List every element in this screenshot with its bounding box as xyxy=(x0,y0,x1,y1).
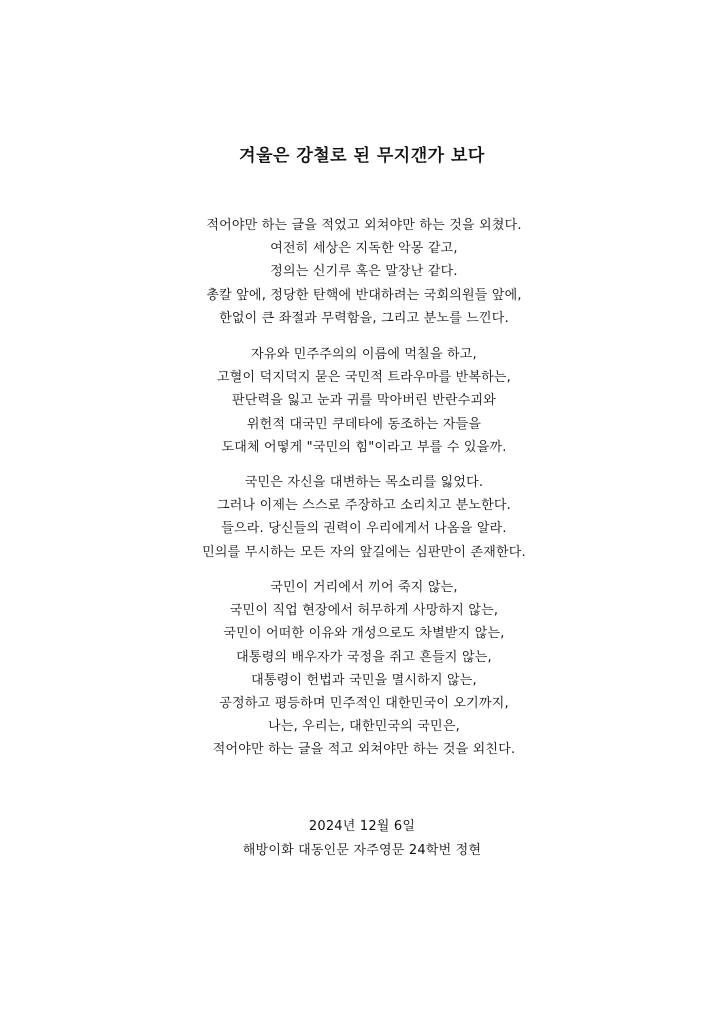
stanza-2 xyxy=(0,343,724,459)
stanza-1 xyxy=(0,214,724,330)
poem-line: 고혈이 덕지덕지 묻은 국민적 트라우마를 반복하는, xyxy=(217,370,511,386)
poem-line: 적어야만 하는 글을 적었고 외쳐야만 하는 것을 외쳤다. xyxy=(206,218,522,233)
poem-line: 정의는 신기루 혹은 말장난 같다. xyxy=(270,264,458,280)
document-title: 겨울은 강철로 된 무지갠가 보다 xyxy=(239,146,485,166)
document-date: 2024년 12월 6일 xyxy=(308,819,416,834)
poem-line: 도대체 어떻게 "국민의 힘"이라고 부를 수 있을까. xyxy=(221,439,507,455)
poem-line: 여전히 세상은 지독한 악몽 같고, xyxy=(270,241,458,257)
poem-line: 민의를 무시하는 모든 자의 앞길에는 심판만이 존재한다. xyxy=(202,544,526,560)
poem-line: 그러나 이제는 스스로 주장하고 소리치고 분노한다. xyxy=(217,498,511,514)
poem-line: 국민은 자신을 대변하는 목소리를 잃었다. xyxy=(244,475,484,490)
poem-line: 총칼 앞에, 정당한 탄핵에 반대하려는 국회의원들 앞에, xyxy=(206,287,522,303)
poem-line: 국민이 어떠한 이유와 개성으로도 차별받지 않는, xyxy=(223,626,505,642)
poem-line: 적어야만 하는 글을 적고 외쳐야만 하는 것을 외친다. xyxy=(212,742,516,758)
poem-line: 판단력을 잃고 눈과 귀를 막아버린 반란수괴와 xyxy=(231,393,497,409)
poem-line: 들으라. 당신들의 권력이 우리에게서 나옴을 알라. xyxy=(221,521,507,537)
document-author: 해방이화 대동인문 자주영문 24학번 정현 xyxy=(242,842,482,858)
stanza-4 xyxy=(0,576,724,762)
poem-line: 국민이 거리에서 끼어 죽지 않는, xyxy=(270,580,458,595)
poem-line: 대통령이 헌법과 국민을 멸시하지 않는, xyxy=(251,672,477,688)
poem-line: 대통령의 배우자가 국정을 쥐고 흔들지 않는, xyxy=(236,649,492,665)
poem-line: 나는, 우리는, 대한민국의 국민은, xyxy=(268,719,460,735)
signature-block xyxy=(0,815,724,862)
poem-line: 공정하고 평등하며 민주적인 대한민국이 오기까지, xyxy=(219,696,509,712)
stanza-3 xyxy=(0,471,724,564)
poem-line: 한없이 큰 좌절과 무력함을, 그리고 분노를 느낀다. xyxy=(219,310,509,326)
poem-line: 자유와 민주주의의 이름에 먹칠을 하고, xyxy=(251,347,477,362)
poem-line: 위헌적 대국민 쿠데타에 동조하는 자들을 xyxy=(246,416,482,432)
poem-line: 국민이 직업 현장에서 허무하게 사망하지 않는, xyxy=(229,603,499,619)
